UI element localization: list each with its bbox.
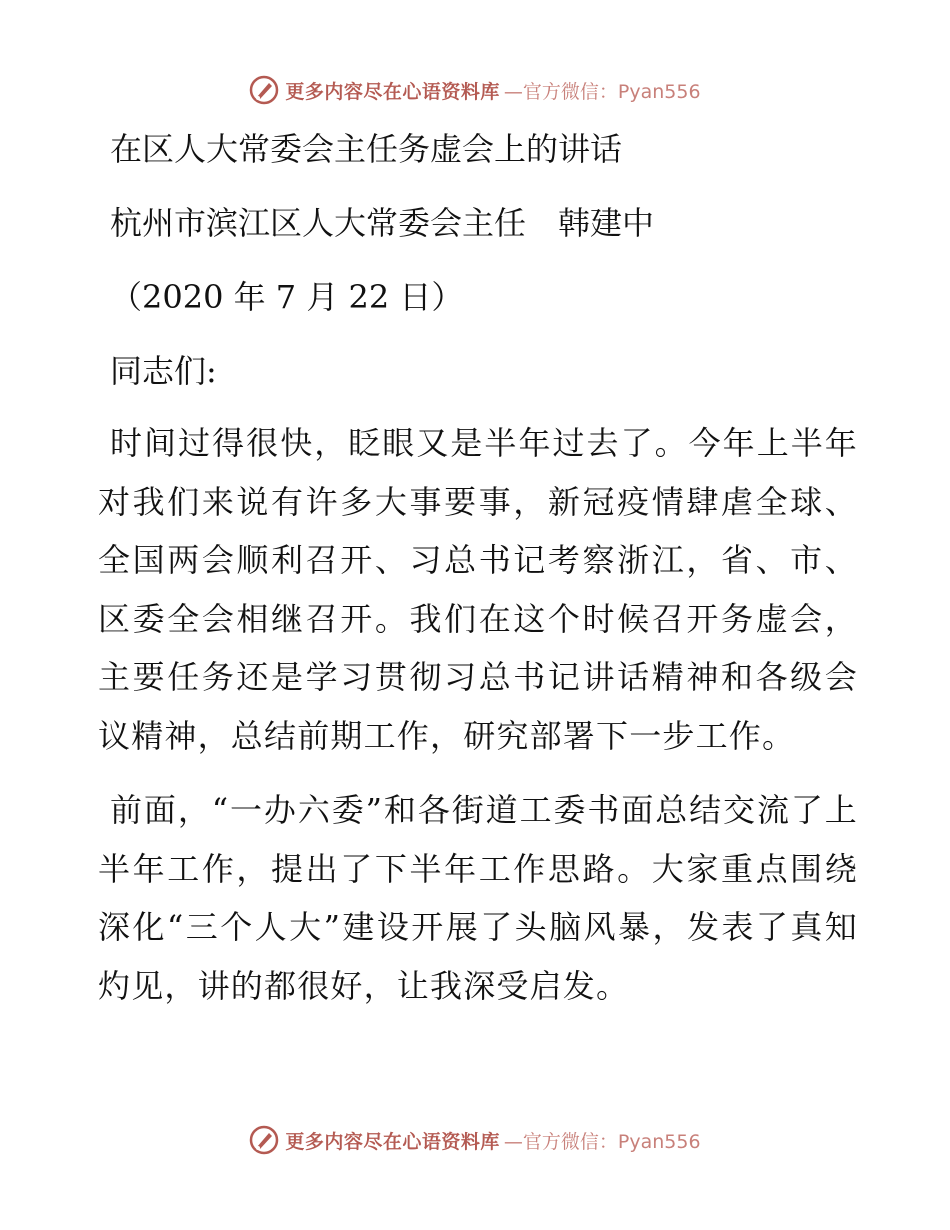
document-body — [98, 120, 858, 1015]
watermark-contact-text: —官方微信：Pyan556 — [503, 1130, 701, 1153]
pen-logo-icon — [249, 75, 279, 105]
watermark-contact-text: —官方微信：Pyan556 — [503, 80, 701, 103]
paragraph-1: 时间过得很快，眨眼又是半年过去了。今年上半年对我们来说有许多大事要事，新冠疫情肆虐全球、全国两会顺利召开、习总书记考察浙江，省、市、区委全会相继召开。我们在这个时候召开务虚会，主要任务还是学习贯彻习总书记讲话精神和各级会议精神，总结前期工作，研究部署下一步工作。 — [98, 424, 858, 755]
speech-author: 杭州市滨江区人大常委会主任 韩建中 — [110, 204, 655, 242]
watermark-header — [0, 70, 950, 110]
speech-title: 在区人大常委会主任务虚会上的讲话 — [110, 130, 623, 168]
watermark-footer — [0, 1120, 950, 1160]
paragraph-2: 前面，“一办六委”和各街道工委书面总结交流了上半年工作，提出了下半年工作思路。大家重点围绕深化“三个人大”建设开展了头脑风暴，发表了真知灼见，讲的都很好，让我深受启发。 — [98, 791, 858, 1005]
speech-date: （2020 年 7 月 22 日） — [110, 278, 464, 316]
pen-logo-icon — [249, 1125, 279, 1155]
speech-greeting: 同志们: — [110, 352, 217, 390]
watermark-main-text: 更多内容尽在心语资料库 — [285, 1130, 500, 1153]
watermark-main-text: 更多内容尽在心语资料库 — [285, 80, 500, 103]
